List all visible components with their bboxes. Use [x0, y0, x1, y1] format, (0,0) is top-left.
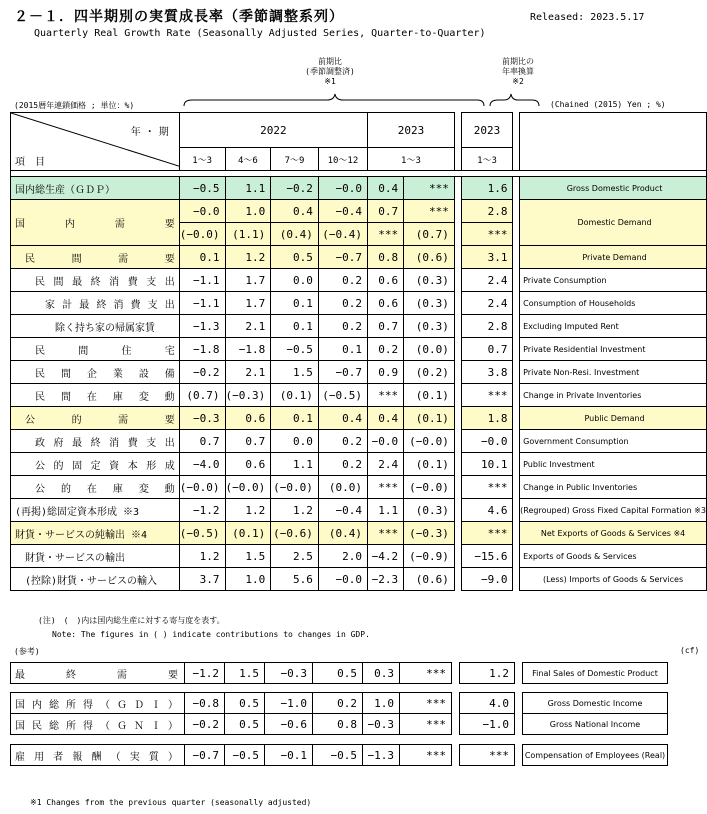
- annualized-cell: ***: [461, 223, 513, 246]
- value-cell: 0.1: [179, 246, 225, 269]
- table-row: [11, 384, 707, 407]
- value-cell: 0.7: [225, 430, 271, 453]
- value-cell: (0.1): [225, 522, 271, 545]
- row-label-en: Private Consumption: [520, 269, 707, 292]
- spacer: [513, 476, 520, 499]
- spacer: [513, 223, 520, 246]
- row-label: 国内総所得（ＧＤＩ）: [11, 693, 185, 714]
- value-cell: (−0.0): [179, 476, 225, 499]
- value-cell: (0.1): [404, 453, 455, 476]
- release-date: Released: 2023.5.17: [530, 12, 645, 23]
- row-label: 財貨・サービスの純輸出 ※4: [11, 522, 180, 545]
- table-row: [11, 315, 707, 338]
- value-cell: 1.0: [225, 200, 271, 223]
- row-label: 民間企業設備: [11, 361, 180, 384]
- spacer: [454, 315, 461, 338]
- row-label-en: Final Sales of Domestic Product: [523, 663, 668, 684]
- annualized-cell: 0.7: [461, 338, 513, 361]
- table-row: [11, 177, 707, 200]
- spacer: [454, 338, 461, 361]
- value-cell: 0.8: [368, 246, 404, 269]
- spacer: [454, 384, 461, 407]
- row-label-en: Gross Domestic Income: [523, 693, 668, 714]
- value-cell: (0.4): [318, 522, 367, 545]
- growth-table: [10, 112, 707, 591]
- value-cell: −4.2: [368, 545, 404, 568]
- table-row: [11, 522, 707, 545]
- value-cell: 1.2: [225, 499, 271, 522]
- value-cell: (0.0): [404, 338, 455, 361]
- row-label-en: Private Non-Resi. Investment: [520, 361, 707, 384]
- spacer: [452, 745, 460, 766]
- table-row: [11, 269, 707, 292]
- value-cell: 0.5: [271, 246, 319, 269]
- spacer: [454, 177, 461, 200]
- value-cell: 5.6: [271, 568, 319, 591]
- value-cell: −1.2: [185, 663, 225, 684]
- value-cell: −4.0: [179, 453, 225, 476]
- spacer: [513, 361, 520, 384]
- value-cell: −0.0: [318, 568, 367, 591]
- value-cell: 1.5: [225, 663, 265, 684]
- value-cell: −0.2: [185, 714, 225, 735]
- spacer: [454, 200, 461, 223]
- value-cell: 2.0: [318, 545, 367, 568]
- row-label-en: Private Demand: [520, 246, 707, 269]
- value-cell: 0.1: [271, 407, 319, 430]
- row-label-en: Domestic Demand: [520, 200, 707, 246]
- value-cell: 0.2: [318, 292, 367, 315]
- annualized-cell: ***: [461, 476, 513, 499]
- value-cell: (−0.0): [225, 476, 271, 499]
- value-cell: −0.3: [179, 407, 225, 430]
- value-cell: 3.7: [179, 568, 225, 591]
- reference-table-final-sales: [10, 662, 668, 684]
- value-cell: 1.2: [271, 499, 319, 522]
- value-cell: (−0.0): [404, 476, 455, 499]
- row-label-en: Private Residential Investment: [520, 338, 707, 361]
- value-cell: ***: [368, 223, 404, 246]
- corner-cell: 年・期 項目: [11, 113, 180, 171]
- value-cell: ***: [368, 384, 404, 407]
- value-cell: (−0.0): [404, 430, 455, 453]
- table-row: [11, 476, 707, 499]
- annualized-cell: 3.8: [461, 361, 513, 384]
- row-label-en: Government Consumption: [520, 430, 707, 453]
- cf-label: (cf): [680, 646, 700, 655]
- spacer: [513, 269, 520, 292]
- value-cell: 1.1: [225, 177, 271, 200]
- row-label-en: Gross National Income: [523, 714, 668, 735]
- row-label: 国内需要: [11, 200, 180, 246]
- value-cell: (0.3): [404, 499, 455, 522]
- value-cell: 0.5: [313, 663, 363, 684]
- table-row: [11, 693, 668, 714]
- table-row: [11, 663, 668, 684]
- spacer: [452, 663, 460, 684]
- row-label: 民間最終消費支出: [11, 269, 180, 292]
- annualized-cell: 1.6: [461, 177, 513, 200]
- reference-label: (参考): [14, 647, 40, 656]
- row-label: (再掲)総固定資本形成 ※3: [11, 499, 180, 522]
- value-cell: −1.8: [225, 338, 271, 361]
- value-cell: (0.6): [404, 568, 455, 591]
- header-row-years: [11, 113, 707, 148]
- spacer: [454, 568, 461, 591]
- value-cell: −0.2: [179, 361, 225, 384]
- value-cell: −0.3: [265, 663, 313, 684]
- note-jp: (注) ( )内は国内総生産に対する寄与度を表す。: [38, 616, 225, 625]
- row-label-en: Consumption of Households: [520, 292, 707, 315]
- unit-jp: (2015暦年連鎖価格 ; 単位：%): [14, 101, 135, 110]
- value-cell: 2.1: [225, 315, 271, 338]
- value-cell: ***: [404, 200, 455, 223]
- value-cell: 0.3: [363, 663, 400, 684]
- spacer: [454, 223, 461, 246]
- value-cell: (−0.5): [318, 384, 367, 407]
- value-cell: −0.7: [318, 246, 367, 269]
- value-cell: −0.5: [179, 177, 225, 200]
- value-cell: (−0.6): [271, 522, 319, 545]
- row-label: 財貨・サービスの輸出: [11, 545, 180, 568]
- value-cell: −0.1: [265, 745, 313, 766]
- value-cell: 0.1: [318, 338, 367, 361]
- spacer: [454, 499, 461, 522]
- spacer: [513, 499, 520, 522]
- page-subtitle: Quarterly Real Growth Rate (Seasonally Adjusted Series, Quarter-to-Quarter): [34, 28, 486, 39]
- row-label: 国内総生産（ＧＤＰ）: [11, 177, 180, 200]
- value-cell: 1.0: [225, 568, 271, 591]
- year-2022: 2022: [179, 113, 367, 148]
- value-cell: (0.2): [404, 361, 455, 384]
- value-cell: −1.8: [179, 338, 225, 361]
- row-label: 家計最終消費支出: [11, 292, 180, 315]
- annualized-cell: 2.4: [461, 292, 513, 315]
- table-row: [11, 453, 707, 476]
- value-cell: (−0.3): [404, 522, 455, 545]
- value-cell: −1.3: [363, 745, 400, 766]
- value-cell: ***: [400, 663, 452, 684]
- value-cell: 1.1: [368, 499, 404, 522]
- value-cell: (0.3): [404, 292, 455, 315]
- row-label-en: Exports of Goods & Services: [520, 545, 707, 568]
- value-cell: 0.7: [368, 200, 404, 223]
- value-cell: 1.2: [225, 246, 271, 269]
- spacer: [513, 246, 520, 269]
- value-cell: −0.4: [318, 499, 367, 522]
- value-cell: 2.1: [225, 361, 271, 384]
- spacer: [515, 663, 523, 684]
- row-label: 国民総所得（ＧＮＩ）: [11, 714, 185, 735]
- spacer: [454, 476, 461, 499]
- annualized-cell: 1.8: [461, 407, 513, 430]
- row-label: 公的固定資本形成: [11, 453, 180, 476]
- row-label: 政府最終消費支出: [11, 430, 180, 453]
- row-label: 除く持ち家の帰属家賃: [11, 315, 180, 338]
- spacer: [513, 338, 520, 361]
- annualized-cell: 2.8: [461, 200, 513, 223]
- value-cell: (0.3): [404, 269, 455, 292]
- col-q1: 1～3: [179, 148, 225, 171]
- value-cell: 0.4: [368, 177, 404, 200]
- value-cell: −1.1: [179, 292, 225, 315]
- value-cell: (−0.4): [318, 223, 367, 246]
- spacer: [513, 430, 520, 453]
- value-cell: −0.0: [318, 177, 367, 200]
- value-cell: 0.6: [368, 269, 404, 292]
- value-cell: −0.7: [318, 361, 367, 384]
- spacer: [513, 545, 520, 568]
- value-cell: 1.0: [363, 693, 400, 714]
- value-cell: 0.2: [318, 315, 367, 338]
- value-cell: −0.0: [368, 430, 404, 453]
- spacer: [452, 693, 460, 714]
- value-cell: 0.4: [318, 407, 367, 430]
- value-cell: ***: [400, 693, 452, 714]
- row-label: (控除)財貨・サービスの輸入: [11, 568, 180, 591]
- year-2023-annual: 2023: [461, 113, 513, 148]
- col-q3: 7～9: [271, 148, 319, 171]
- value-cell: 2.4: [368, 453, 404, 476]
- annualized-cell: 1.2: [460, 663, 515, 684]
- row-label: 民間在庫変動: [11, 384, 180, 407]
- page-title: ２－１．四半期別の実質成長率（季節調整系列）: [14, 9, 344, 25]
- value-cell: −0.6: [265, 714, 313, 735]
- value-cell: ***: [368, 476, 404, 499]
- value-cell: 0.5: [225, 714, 265, 735]
- spacer: [513, 568, 520, 591]
- col-q2: 4～6: [225, 148, 271, 171]
- value-cell: 0.5: [225, 693, 265, 714]
- header-brace: [182, 92, 552, 108]
- value-cell: −0.7: [185, 745, 225, 766]
- table-row: [11, 246, 707, 269]
- row-label: 公的需要: [11, 407, 180, 430]
- annualized-cell: ***: [461, 384, 513, 407]
- value-cell: 0.2: [318, 269, 367, 292]
- value-cell: 0.4: [271, 200, 319, 223]
- value-cell: ***: [368, 522, 404, 545]
- year-2023: 2023: [368, 113, 455, 148]
- spacer: [513, 453, 520, 476]
- value-cell: (0.7): [179, 384, 225, 407]
- row-label-en: Compensation of Employees (Real): [523, 745, 668, 766]
- annualized-note: 前期比の 年率換算 ※2: [502, 57, 534, 86]
- value-cell: (−0.3): [225, 384, 271, 407]
- value-cell: −1.1: [179, 269, 225, 292]
- unit-en: (Chained (2015) Yen ; %): [550, 100, 666, 109]
- value-cell: (0.6): [404, 246, 455, 269]
- spacer: [513, 384, 520, 407]
- value-cell: 2.5: [271, 545, 319, 568]
- note-en: Note: The figures in ( ) indicate contributions to changes in GDP.: [52, 630, 370, 639]
- value-cell: 0.2: [318, 453, 367, 476]
- value-cell: 0.7: [179, 430, 225, 453]
- row-label-en: (Regrouped) Gross Fixed Capital Formation ※3: [520, 499, 707, 522]
- table-row: [11, 200, 707, 223]
- value-cell: (0.1): [404, 407, 455, 430]
- row-label-en: Public Demand: [520, 407, 707, 430]
- value-cell: (−0.0): [179, 223, 225, 246]
- value-cell: 0.2: [318, 430, 367, 453]
- spacer: [454, 246, 461, 269]
- value-cell: 0.2: [313, 693, 363, 714]
- value-cell: 0.6: [368, 292, 404, 315]
- spacer: [515, 693, 523, 714]
- value-cell: −0.3: [363, 714, 400, 735]
- annualized-cell: −1.0: [460, 714, 515, 735]
- reference-table-compensation: [10, 744, 668, 766]
- spacer: [513, 407, 520, 430]
- col-2023-q1: 1～3: [368, 148, 455, 171]
- value-cell: −0.5: [313, 745, 363, 766]
- value-cell: 0.9: [368, 361, 404, 384]
- row-label-en: (Less) Imports of Goods & Services: [520, 568, 707, 591]
- value-cell: 0.0: [271, 430, 319, 453]
- value-cell: (0.7): [404, 223, 455, 246]
- spacer: [515, 714, 523, 735]
- value-cell: −0.5: [225, 745, 265, 766]
- spacer: [515, 745, 523, 766]
- value-cell: −0.5: [271, 338, 319, 361]
- row-label: 公的在庫変動: [11, 476, 180, 499]
- annualized-cell: −0.0: [461, 430, 513, 453]
- value-cell: 0.7: [368, 315, 404, 338]
- table-row: [11, 545, 707, 568]
- spacer: [454, 269, 461, 292]
- value-cell: (1.1): [225, 223, 271, 246]
- row-label: 民間需要: [11, 246, 180, 269]
- spacer: [454, 407, 461, 430]
- value-cell: 0.0: [271, 269, 319, 292]
- row-label-en: Public Investment: [520, 453, 707, 476]
- annualized-cell: ***: [460, 745, 515, 766]
- annualized-cell: 10.1: [461, 453, 513, 476]
- row-label: 最終需要: [11, 663, 185, 684]
- spacer: [454, 361, 461, 384]
- value-cell: 0.1: [271, 315, 319, 338]
- spacer: [454, 292, 461, 315]
- spacer: [454, 522, 461, 545]
- row-label-en: Change in Private Inventories: [520, 384, 707, 407]
- spacer: [513, 522, 520, 545]
- table-row: [11, 361, 707, 384]
- annualized-cell: ***: [461, 522, 513, 545]
- value-cell: 1.1: [271, 453, 319, 476]
- table-row: [11, 407, 707, 430]
- value-cell: (0.1): [271, 384, 319, 407]
- spacer: [454, 453, 461, 476]
- spacer: [513, 177, 520, 200]
- value-cell: −0.4: [318, 200, 367, 223]
- row-label: 雇用者報酬（実質）: [11, 745, 185, 766]
- spacer: [513, 315, 520, 338]
- value-cell: 1.7: [225, 292, 271, 315]
- value-cell: ***: [400, 745, 452, 766]
- value-cell: 0.1: [271, 292, 319, 315]
- reference-table-income: [10, 692, 668, 735]
- annualized-cell: 2.8: [461, 315, 513, 338]
- annualized-cell: 2.4: [461, 269, 513, 292]
- value-cell: 0.6: [225, 407, 271, 430]
- value-cell: (−0.9): [404, 545, 455, 568]
- row-label: 民間住宅: [11, 338, 180, 361]
- table-row: [11, 430, 707, 453]
- value-cell: (−0.0): [271, 476, 319, 499]
- spacer: [454, 545, 461, 568]
- value-cell: 0.2: [368, 338, 404, 361]
- row-label-en: Gross Domestic Product: [520, 177, 707, 200]
- row-label-en: Excluding Imputed Rent: [520, 315, 707, 338]
- value-cell: 0.6: [225, 453, 271, 476]
- spacer: [513, 200, 520, 223]
- value-cell: (−0.5): [179, 522, 225, 545]
- value-cell: ***: [400, 714, 452, 735]
- value-cell: ***: [404, 177, 455, 200]
- value-cell: −0.0: [179, 200, 225, 223]
- spacer: [513, 292, 520, 315]
- value-cell: 1.5: [225, 545, 271, 568]
- col-2023-q1-annual: 1～3: [461, 148, 513, 171]
- value-cell: 0.8: [313, 714, 363, 735]
- row-label-en: Change in Public Inventories: [520, 476, 707, 499]
- value-cell: −0.2: [271, 177, 319, 200]
- table-row: [11, 338, 707, 361]
- table-row: [11, 745, 668, 766]
- annualized-cell: −9.0: [461, 568, 513, 591]
- value-cell: −1.0: [265, 693, 313, 714]
- annualized-cell: 3.1: [461, 246, 513, 269]
- value-cell: (0.4): [271, 223, 319, 246]
- table-row: [11, 499, 707, 522]
- value-cell: 0.4: [368, 407, 404, 430]
- annualized-cell: 4.6: [461, 499, 513, 522]
- value-cell: 1.7: [225, 269, 271, 292]
- value-cell: (0.0): [318, 476, 367, 499]
- row-label-en: Net Exports of Goods & Services ※4: [520, 522, 707, 545]
- annualized-cell: 4.0: [460, 693, 515, 714]
- table-row: [11, 568, 707, 591]
- col-q4: 10～12: [318, 148, 367, 171]
- qoq-note: 前期比 (季節調整済) ※1: [305, 57, 355, 86]
- value-cell: −1.3: [179, 315, 225, 338]
- table-row: [11, 714, 668, 735]
- value-cell: −1.2: [179, 499, 225, 522]
- table-row: [11, 292, 707, 315]
- spacer: [454, 430, 461, 453]
- value-cell: (0.1): [404, 384, 455, 407]
- annualized-cell: −15.6: [461, 545, 513, 568]
- value-cell: 1.5: [271, 361, 319, 384]
- spacer: [452, 714, 460, 735]
- value-cell: −0.8: [185, 693, 225, 714]
- footnote-1: ※1 Changes from the previous quarter (seasonally adjusted): [30, 798, 312, 807]
- value-cell: (0.3): [404, 315, 455, 338]
- value-cell: −2.3: [368, 568, 404, 591]
- value-cell: 1.2: [179, 545, 225, 568]
